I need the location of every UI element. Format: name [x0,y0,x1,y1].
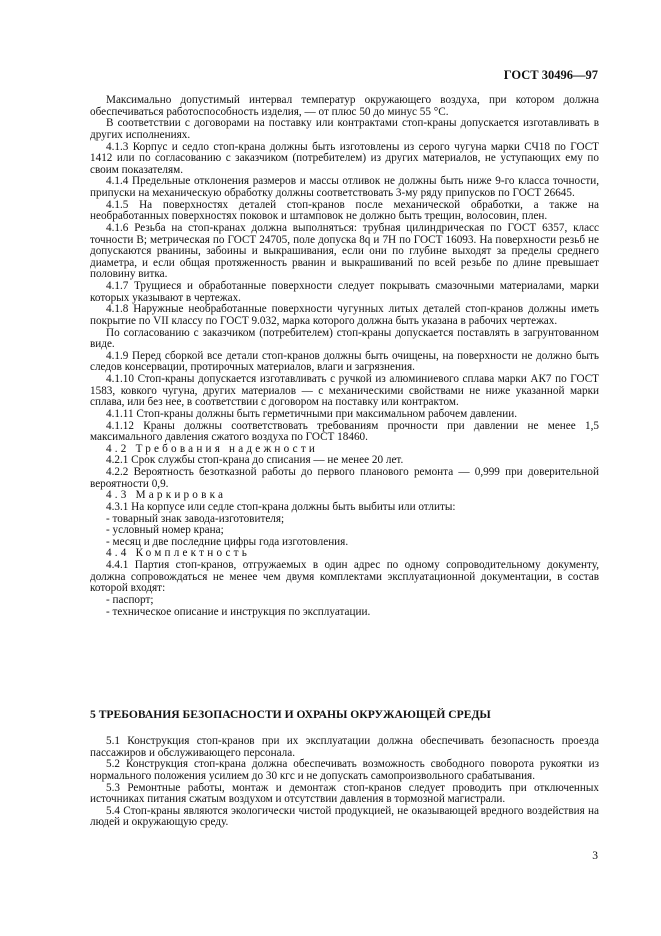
section-5-title: 5 ТРЕБОВАНИЯ БЕЗОПАСНОСТИ И ОХРАНЫ ОКРУЖАЮЩЕЙ СРЕДЫ [90,708,491,721]
subsection-title-reliability: 4.2 Требования надежности [106,442,319,455]
list-item: - товарный знак завода-изготовителя; [106,512,285,525]
paragraph: 4.1.6 Резьба на стоп-кранах должна выполняться: трубная цилиндрическая по ГОСТ 6357, класс точности В; метрическая по ГОСТ 24705, поле допуска 8q и 7Н по ГОСТ 16093. На поверхности резьб не допускаются рванины, забоины и выкрашивания, если они по глубине выходят за пределы среднего диаметра, и если общая протяженность рванин и выкрашиваний по всей резьбе по длине превышает половину витка. [90,221,599,281]
paragraph: 4.1.9 Перед сборкой все детали стоп-кранов должны быть очищены, на поверхности не должно быть следов консервации, протирочных материалов, влаги и загрязнения. [90,349,599,374]
paragraph: 4.1.4 Предельные отклонения размеров и массы отливок не должны быть ниже 9-го класса точности, припуски на механическую обработку должны соответствовать 3-му ряду припусков по ГОСТ 26645. [90,175,599,199]
paragraph: 4.1.3 Корпус и седло стоп-крана должны быть изготовлены из серого чугуна марки СЧ18 по ГОСТ 1412 или по согласованию с заказчиком (потребителем) из других материалов, не уступающих ему по своим показателям. [90,140,599,176]
paragraph: 4.1.12 Краны должны соответствовать требованиям прочности при давлении не менее 1,5 максимального давления сжатого воздуха по ГОСТ 18460. [90,419,599,444]
document-code: ГОСТ 30496—97 [503,68,598,82]
paragraph: Максимально допустимый интервал температур окружающего воздуха, при котором должна обеспечиваться работоспособность изделия, — от плюс 50 до минус 55 °С. [90,94,599,118]
paragraph: 4.1.5 На поверхностях деталей стоп-кранов после механической обработки, а также на необработанных поверхностях поковок и штамповок не должно быть трещин, волосовин, плен. [90,198,599,223]
paragraph: По согласованию с заказчиком (потребителем) стоп-краны допускается поставлять в загрунтованном виде. [90,326,599,351]
subsection-title-completeness: 4.4 Комплектность [106,547,251,560]
paragraph: В соответствии с договорами на поставку или контрактами стоп-краны допускается изготавливать в других исполнениях. [90,117,599,141]
list-item: - паспорт; [106,593,154,606]
paragraph: 4.1.10 Стоп-краны допускается изготавливать с ручкой из алюминиевого сплава марки АК7 по ГОСТ 1583, ковкого чугуна, других материалов — с механическими свойствами не ниже указанной марки сплава, или без нее, в соответствии с договором на поставку или контрактом. [90,373,599,409]
paragraph: 4.4.1 Партия стоп-кранов, отгружаемых в один адрес по одному сопроводительному документу, должна сопровождаться не менее чем двумя комплектами эксплуатационной документации, в состав которой входят: [90,559,599,595]
subsection-title-marking: 4.3 Маркировка [106,489,227,502]
paragraph: 4.1.7 Трущиеся и обработанные поверхности следует покрывать смазочными материалами, марки которых указывают в чертежах. [90,280,599,304]
paragraph: 5.1 Конструкция стоп-кранов при их эксплуатации должна обеспечивать безопасность проезда пассажиров и обслуживающего персонала. [90,735,599,759]
paragraph: 4.2.1 Срок службы стоп-крана до списания — не менее 20 лет. [106,454,404,467]
list-item: - условный номер крана; [106,524,224,537]
paragraph: 4.3.1 На корпусе или седле стоп-крана должны быть выбиты или отлиты: [106,500,456,513]
paragraph: 4.1.11 Стоп-краны должны быть герметичными при максимальном рабочем давлении. [106,407,518,420]
paragraph: 5.4 Стоп-краны являются экологически чистой продукцией, не оказывающей вредного воздействия на людей и окружающую среду. [90,804,599,829]
paragraph: 5.3 Ремонтные работы, монтаж и демонтаж стоп-кранов следует проводить при отключенных источниках питания сжатым воздухом и отсутствии давления в тормозной магистрали. [90,781,599,806]
list-item: - месяц и две последние цифры года изготовления. [106,535,349,548]
page-number: 3 [592,850,598,862]
paragraph: 4.2.2 Вероятность безотказной работы до первого планового ремонта — 0,999 при доверительной вероятности 0,9. [90,466,599,490]
list-item: - техническое описание и инструкция по эксплуатации. [106,605,371,618]
paragraph: 5.2 Конструкция стоп-крана должна обеспечивать возможность свободного поворота рукоятки из нормального положения усилием до 30 кгс и не допускать самопроизвольного срабатывания. [90,758,599,782]
section-4-body [90,95,599,618]
paragraph: 4.1.8 Наружные необработанные поверхности чугунных литых деталей стоп-кранов должны иметь покрытие по VII классу по ГОСТ 9.032, марка которого должна быть указана в рабочих чертежах. [90,303,599,327]
section-5-body [90,736,599,829]
